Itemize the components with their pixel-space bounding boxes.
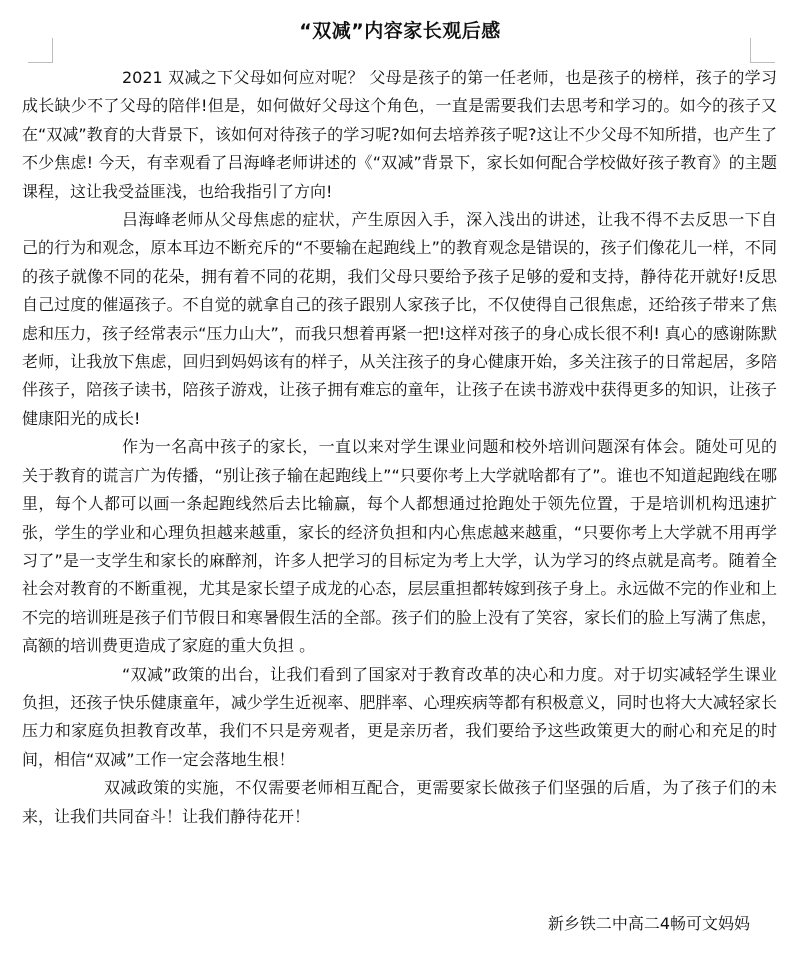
- document-title: “双减”内容家长观后感: [299, 20, 501, 42]
- paragraph-1: 2021 双减之下父母如何应对呢？ 父母是孩子的第一任老师，也是孩子的榜样，孩子的学习成长缺少不了父母的陪伴!但是，如何做好父母这个角色，一直是需要我们去思考和学习的。如今的孩子又在“双减”教育的大背景下，该如何对待孩子的学习呢?如何去培养孩子呢?这让不少父母不知所措，也产生了不少焦虑! 今天，有幸观看了吕海峰老师讲述的《“双减”背景下，家长如何配合学校做好孩子教育》的主题课程，这让我受益匪浅，也给我指引了方向!: [22, 68, 777, 201]
- paragraph-3: 作为一名高中孩子的家长，一直以来对学生课业问题和校外培训问题深有体会。随处可见的关于教育的谎言广为传播，“别让孩子输在起跑线上”“只要你考上大学就啥都有了”。谁也不知道起跑线在哪里，每个人都可以画一条起跑线然后去比输赢，每个人都想通过抢跑处于领先位置，于是培训机构迅速扩张，学生的学业和心理负担越来越重，家长的经济负担和内心焦虑越来越重，“只要你考上大学就不用再学习了”是一支学生和家长的麻醉剂，许多人把学习的目标定为考上大学，认为学习的终点就是高考。随着全社会对教育的不断重视，尤其是家长望子成龙的心态，层层重担都转嫁到孩子身上。永远做不完的作业和上不完的培训班是孩子们节假日和寒暑假生活的全部。孩子们的脸上没有了笑容，家长们的脸上写满了焦虑，高额的培训费更造成了家庭的重大负担 。: [22, 437, 777, 656]
- author-signature: 新乡铁二中高二4畅可文妈妈: [547, 914, 750, 933]
- paragraph-2: 吕海峰老师从父母焦虑的症状，产生原因入手，深入浅出的讲述，让我不得不去反思一下自己的行为和观念，原本耳边不断充斥的“不要输在起跑线上”的教育观念是错误的，孩子们像花儿一样，不同的孩子就像不同的花朵，拥有着不同的花期，我们父母只要给予孩子足够的爱和支持，静待花开就好!反思自己过度的催逼孩子。不自觉的就拿自己的孩子跟别人家孩子比，不仅使得自己很焦虑，还给孩子带来了焦虑和压力，孩子经常表示“压力山大”，而我只想着再紧一把!这样对孩子的身心成长很不利! 真心的感谢陈默老师，让我放下焦虑，回归到妈妈该有的样子，从关注孩子的身心健康开始，多关注孩子的日常起居，多陪伴孩子，陪孩子读书，陪孩子游戏，让孩子拥有难忘的童年，让孩子在读书游戏中获得更多的知识，让孩子健康阳光的成长!: [22, 210, 777, 428]
- paragraph-5: 双减政策的实施，不仅需要老师相互配合，更需要家长做孩子们坚强的后盾，为了孩子们的未来，让我们共同奋斗！让我们静待花开！: [22, 778, 777, 826]
- document-body: [22, 64, 777, 831]
- paragraph-4: “双减”政策的出台，让我们看到了国家对于教育改革的决心和力度。对于切实减轻学生课业负担，还孩子快乐健康童年，减少学生近视率、肥胖率、心理疾病等都有积极意义，同时也将大大减轻家长压力和家庭负担教育改革，我们不只是旁观者，更是亲历者，我们要给予这些政策更大的耐心和充足的时间，相信“双减”工作一定会落地生根！: [22, 664, 777, 769]
